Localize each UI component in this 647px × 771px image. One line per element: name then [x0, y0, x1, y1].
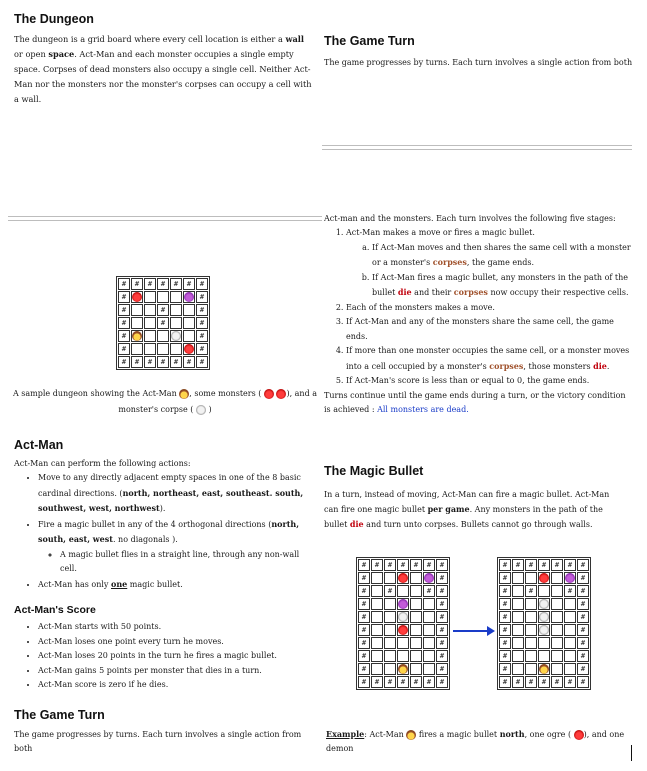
wall-cell: # [564, 559, 576, 571]
grid-row [118, 317, 208, 329]
empty-cell [157, 330, 169, 342]
stage-1a: a. If Act-Man moves and then shares the same cell with a monster or a monster's corpses, the game ends. [372, 241, 634, 271]
empty-cell [564, 611, 576, 623]
wall-cell: # [358, 559, 370, 571]
wall-cell: # [118, 278, 130, 290]
empty-cell [423, 598, 435, 610]
empty-cell [525, 572, 537, 584]
wall-cell: # [577, 559, 589, 571]
stages-list [324, 226, 634, 389]
wall-cell: # [170, 356, 182, 368]
wall-cell: # [577, 611, 589, 623]
grid-row [499, 585, 589, 597]
empty-cell [371, 585, 383, 597]
wall-cell: # [397, 676, 409, 688]
empty-cell [423, 637, 435, 649]
right-turn-section [324, 34, 634, 70]
left-turn-heading: The Game Turn [14, 708, 105, 722]
empty-cell [410, 663, 422, 675]
empty-cell [144, 291, 156, 303]
grid-row [499, 559, 589, 571]
empty-cell [551, 572, 563, 584]
empty-cell [423, 611, 435, 623]
empty-cell [384, 650, 396, 662]
before-grid-figure [356, 557, 450, 690]
actman-icon [179, 389, 189, 399]
wall-cell: # [577, 663, 589, 675]
dungeon-heading: The Dungeon [14, 12, 94, 26]
empty-cell [410, 598, 422, 610]
empty-cell [538, 585, 550, 597]
corpse-icon [171, 331, 181, 341]
left-divider [8, 216, 322, 221]
empty-cell [384, 598, 396, 610]
occupied-cell [397, 611, 409, 623]
empty-cell [525, 611, 537, 623]
wall-cell: # [358, 585, 370, 597]
empty-cell [564, 624, 576, 636]
wall-cell: # [499, 663, 511, 675]
occupied-cell [397, 598, 409, 610]
occupied-cell [538, 572, 550, 584]
corpse-icon [398, 612, 408, 622]
monster-red-icon [184, 344, 194, 354]
grid-row [118, 356, 208, 368]
wall-cell: # [196, 278, 208, 290]
wall-cell: # [358, 637, 370, 649]
monster-purple-icon [424, 573, 434, 583]
until-text: Turns continue until the game ends during a turn, or the victory condition is achieved : All monsters are dead. [324, 390, 626, 414]
wall-cell: # [157, 304, 169, 316]
empty-cell [183, 317, 195, 329]
actman-section [14, 438, 314, 693]
empty-cell [170, 317, 182, 329]
before-grid [356, 557, 450, 690]
wall-cell: # [196, 304, 208, 316]
empty-cell [525, 624, 537, 636]
magic-bullet-section [324, 464, 624, 532]
wall-cell: # [512, 559, 524, 571]
empty-cell [525, 663, 537, 675]
empty-cell [564, 598, 576, 610]
wall-cell: # [525, 676, 537, 688]
empty-cell [183, 330, 195, 342]
wall-cell: # [436, 676, 448, 688]
wall-cell: # [577, 676, 589, 688]
empty-cell [371, 637, 383, 649]
monster-red-icon [398, 573, 408, 583]
empty-cell [371, 624, 383, 636]
corpse-icon [539, 599, 549, 609]
wall-cell: # [564, 676, 576, 688]
wall-cell: # [410, 559, 422, 571]
score-heading: Act-Man's Score [14, 604, 96, 616]
wall-cell: # [358, 650, 370, 662]
right-turn-text: The game progresses by turns. Each turn involves a single action from both [324, 58, 633, 67]
wall-cell: # [157, 356, 169, 368]
score-item: • Act-Man loses one point every turn he moves. [38, 635, 314, 650]
empty-cell [131, 304, 143, 316]
wall-cell: # [384, 559, 396, 571]
monster-purple-icon [565, 573, 575, 583]
sample-dungeon-grid [116, 276, 210, 370]
wall-cell: # [118, 304, 130, 316]
score-item: • Act-Man score is zero if he dies. [38, 678, 314, 693]
empty-cell [131, 343, 143, 355]
empty-cell [512, 598, 524, 610]
action-move: • Move to any directly adjacent empty spaces in one of the 8 basic cardinal directions. (north, northeast, east, southeast. south, southwest, west, northwest). [38, 471, 314, 517]
wall-cell: # [436, 650, 448, 662]
wall-cell: # [358, 572, 370, 584]
grid-row [499, 624, 589, 636]
wall-cell: # [170, 278, 182, 290]
wall-cell: # [118, 343, 130, 355]
empty-cell [384, 611, 396, 623]
empty-cell [157, 291, 169, 303]
empty-cell [144, 330, 156, 342]
empty-cell [384, 637, 396, 649]
stage-1: 1. Act-Man makes a move or fires a magic bullet. a. If Act-Man moves and then shares the same cell with a monster or a monster's corpses, the game ends. b. If Act-Man fires a magic bullet, any monsters in the path of the bullet die and their corpses now occupy their respective cells. [346, 226, 634, 301]
wall-cell: # [499, 650, 511, 662]
wall-cell: # [551, 676, 563, 688]
grid-row [499, 676, 589, 688]
empty-cell [512, 611, 524, 623]
wall-cell: # [436, 624, 448, 636]
empty-cell [551, 663, 563, 675]
grid-row [499, 650, 589, 662]
left-turn-text: The game progresses by turns. Each turn involves a single action from both [14, 730, 302, 753]
empty-cell [144, 317, 156, 329]
empty-cell [397, 650, 409, 662]
monster-red-icon [398, 625, 408, 635]
wall-cell: # [358, 663, 370, 675]
grid-row [358, 676, 448, 688]
wall-cell: # [423, 559, 435, 571]
occupied-cell [564, 572, 576, 584]
wall-cell: # [577, 598, 589, 610]
actman-icon [406, 730, 416, 740]
wall-cell: # [538, 559, 550, 571]
empty-cell [525, 637, 537, 649]
stage-4: 4. If more than one monster occupies the same cell, or a monster moves into a cell occupied by a monster's corpses, those monsters die. [346, 344, 634, 374]
grid-row [358, 585, 448, 597]
wall-cell: # [196, 291, 208, 303]
example-caption: Example: Act-Man fires a magic bullet north, one ogre ( ), and one demon [326, 729, 625, 753]
empty-cell [538, 637, 550, 649]
empty-cell [157, 343, 169, 355]
sample-dungeon-figure [116, 276, 210, 370]
grid-row [358, 559, 448, 571]
empty-cell [423, 624, 435, 636]
empty-cell [564, 663, 576, 675]
empty-cell [410, 624, 422, 636]
right-divider [322, 145, 632, 150]
wall-cell: # [196, 356, 208, 368]
wall-cell: # [118, 317, 130, 329]
wall-cell: # [538, 676, 550, 688]
grid-row [358, 637, 448, 649]
empty-cell [371, 650, 383, 662]
ogre-icon [574, 730, 584, 740]
wall-cell: # [196, 343, 208, 355]
wall-cell: # [397, 559, 409, 571]
right-turn-heading: The Game Turn [324, 34, 415, 48]
stage-1-sublist [346, 241, 634, 301]
ogre-icon [264, 389, 274, 399]
empty-cell [525, 650, 537, 662]
empty-cell [397, 637, 409, 649]
empty-cell [410, 637, 422, 649]
grid-row [499, 598, 589, 610]
empty-cell [371, 663, 383, 675]
wall-cell: # [157, 278, 169, 290]
empty-cell [410, 611, 422, 623]
wall-cell: # [436, 611, 448, 623]
wall-cell: # [499, 585, 511, 597]
empty-cell [538, 650, 550, 662]
corpse-icon [196, 405, 206, 415]
action-only-one: • Act-Man has only one magic bullet. [38, 577, 314, 593]
text-cursor [631, 745, 632, 761]
left-column [14, 12, 314, 107]
stage-5: 5. If Act-Man's score is less than or equal to 0, the game ends. [346, 374, 634, 389]
empty-cell [512, 663, 524, 675]
occupied-cell [538, 663, 550, 675]
empty-cell [551, 611, 563, 623]
empty-cell [371, 611, 383, 623]
score-item: • Act-Man starts with 50 points. [38, 620, 314, 635]
empty-cell [551, 650, 563, 662]
empty-cell [423, 663, 435, 675]
wall-cell: # [410, 676, 422, 688]
empty-cell [551, 637, 563, 649]
wall-cell: # [499, 598, 511, 610]
corpse-icon [539, 625, 549, 635]
wall-cell: # [577, 624, 589, 636]
occupied-cell [538, 611, 550, 623]
after-grid-figure [497, 557, 591, 690]
empty-cell [512, 637, 524, 649]
monster-red-icon [132, 292, 142, 302]
wall-cell: # [499, 676, 511, 688]
turn-stages-section [324, 212, 634, 417]
occupied-cell [538, 598, 550, 610]
empty-cell [131, 317, 143, 329]
wall-cell: # [131, 278, 143, 290]
occupied-cell [397, 663, 409, 675]
empty-cell [371, 572, 383, 584]
empty-cell [384, 663, 396, 675]
wall-cell: # [525, 559, 537, 571]
grid-row [358, 650, 448, 662]
empty-cell [512, 572, 524, 584]
empty-cell [397, 585, 409, 597]
wall-cell: # [577, 572, 589, 584]
grid-row [499, 637, 589, 649]
wall-cell: # [436, 585, 448, 597]
wall-cell: # [358, 624, 370, 636]
wall-cell: # [436, 663, 448, 675]
empty-cell [371, 598, 383, 610]
actman-icon [398, 664, 408, 674]
dungeon-paragraph: The dungeon is a grid board where every cell location is either a wall or open space. Act-Man and each monster occupies a single empty space. Corpses of dead monsters also occupy a single cell. Neither Act-Man nor the monsters nor the monster's corpses can occupy a cell with a wall. [14, 34, 312, 104]
empty-cell [384, 624, 396, 636]
empty-cell [512, 650, 524, 662]
empty-cell [551, 624, 563, 636]
wall-cell: # [499, 559, 511, 571]
wall-cell: # [525, 585, 537, 597]
occupied-cell [397, 624, 409, 636]
grid-row [358, 598, 448, 610]
empty-cell [144, 304, 156, 316]
occupied-cell [423, 572, 435, 584]
action-fire: • Fire a magic bullet in any of the 4 orthogonal directions (north, south, east, west. no diagonals ). ◦ A magic bullet flies in a straight line, through any non-wall cell. [38, 517, 314, 577]
wall-cell: # [499, 624, 511, 636]
wall-cell: # [358, 598, 370, 610]
grid-row [499, 611, 589, 623]
grid-row [499, 663, 589, 675]
wall-cell: # [196, 317, 208, 329]
wall-cell: # [196, 330, 208, 342]
occupied-cell [170, 330, 182, 342]
empty-cell [170, 343, 182, 355]
empty-cell [410, 572, 422, 584]
occupied-cell [538, 624, 550, 636]
wall-cell: # [577, 637, 589, 649]
occupied-cell [183, 291, 195, 303]
after-grid [497, 557, 591, 690]
wall-cell: # [157, 317, 169, 329]
actman-intro: Act-Man can perform the following actions: [14, 459, 191, 468]
wall-cell: # [144, 278, 156, 290]
wall-cell: # [512, 676, 524, 688]
sample-caption: A sample dungeon showing the Act-Man , some monsters ( ), and a monster's corpse ( ) [12, 389, 318, 414]
wall-cell: # [183, 356, 195, 368]
empty-cell [512, 585, 524, 597]
grid-row [358, 663, 448, 675]
wall-cell: # [384, 676, 396, 688]
monster-red-icon [539, 573, 549, 583]
actman-icon [132, 331, 142, 341]
grid-row [358, 624, 448, 636]
stage-2: 2. Each of the monsters makes a move. [346, 301, 634, 316]
wall-cell: # [371, 676, 383, 688]
wall-cell: # [423, 676, 435, 688]
score-item: • Act-Man gains 5 points per monster that dies in a turn. [38, 664, 314, 679]
wall-cell: # [118, 291, 130, 303]
empty-cell [551, 585, 563, 597]
empty-cell [564, 637, 576, 649]
fire-subitem: ◦ A magic bullet flies in a straight line, through any non-wall cell. [60, 548, 314, 577]
left-turn-section [14, 708, 314, 756]
wall-cell: # [499, 637, 511, 649]
occupied-cell [131, 291, 143, 303]
empty-cell [423, 650, 435, 662]
grid-row [358, 572, 448, 584]
wall-cell: # [436, 559, 448, 571]
wall-cell: # [118, 356, 130, 368]
empty-cell [384, 572, 396, 584]
stages-intro: Act-man and the monsters. Each turn involves the following five stages: [324, 214, 616, 223]
monster-purple-icon [184, 292, 194, 302]
grid-row [118, 343, 208, 355]
wall-cell: # [564, 585, 576, 597]
demon-icon [276, 389, 286, 399]
empty-cell [551, 598, 563, 610]
grid-row [118, 278, 208, 290]
bullet-text: In a turn, instead of moving, Act-Man can fire a magic bullet. Act-Man can fire one magic bullet per game. Any monsters in the path of the bullet die and turn unto corpses. Bullets cannot go through walls. [324, 490, 610, 529]
score-item: • Act-Man loses 20 points in the turn he fires a magic bullet. [38, 649, 314, 664]
score-list [14, 620, 314, 693]
empty-cell [144, 343, 156, 355]
empty-cell [410, 585, 422, 597]
empty-cell [525, 598, 537, 610]
empty-cell [170, 291, 182, 303]
wall-cell: # [577, 650, 589, 662]
wall-cell: # [131, 356, 143, 368]
occupied-cell [397, 572, 409, 584]
wall-cell: # [144, 356, 156, 368]
corpse-icon [539, 612, 549, 622]
wall-cell: # [436, 572, 448, 584]
actman-icon [539, 664, 549, 674]
empty-cell [170, 304, 182, 316]
stage-3: 3. If Act-Man and any of the monsters share the same cell, the game ends. [346, 315, 634, 344]
wall-cell: # [436, 637, 448, 649]
grid-row [118, 291, 208, 303]
wall-cell: # [436, 598, 448, 610]
grid-row [118, 304, 208, 316]
empty-cell [564, 650, 576, 662]
wall-cell: # [358, 676, 370, 688]
wall-cell: # [183, 278, 195, 290]
grid-row [499, 572, 589, 584]
wall-cell: # [423, 585, 435, 597]
stage-1b: b. If Act-Man fires a magic bullet, any monsters in the path of the bullet die and their corpses now occupy their respective cells. [372, 271, 634, 301]
wall-cell: # [499, 572, 511, 584]
wall-cell: # [118, 330, 130, 342]
empty-cell [183, 304, 195, 316]
wall-cell: # [384, 585, 396, 597]
bullet-heading: The Magic Bullet [324, 464, 424, 478]
wall-cell: # [371, 559, 383, 571]
arrow-icon [451, 624, 497, 638]
wall-cell: # [577, 585, 589, 597]
monster-purple-icon [398, 599, 408, 609]
empty-cell [512, 624, 524, 636]
actman-actions-list [14, 471, 314, 592]
victory-link[interactable]: All monsters are dead. [377, 404, 469, 414]
wall-cell: # [358, 611, 370, 623]
grid-row [118, 330, 208, 342]
empty-cell [410, 650, 422, 662]
wall-cell: # [551, 559, 563, 571]
grid-row [358, 611, 448, 623]
actman-heading: Act-Man [14, 438, 64, 452]
occupied-cell [131, 330, 143, 342]
occupied-cell [183, 343, 195, 355]
wall-cell: # [499, 611, 511, 623]
fire-sublist [38, 548, 314, 577]
